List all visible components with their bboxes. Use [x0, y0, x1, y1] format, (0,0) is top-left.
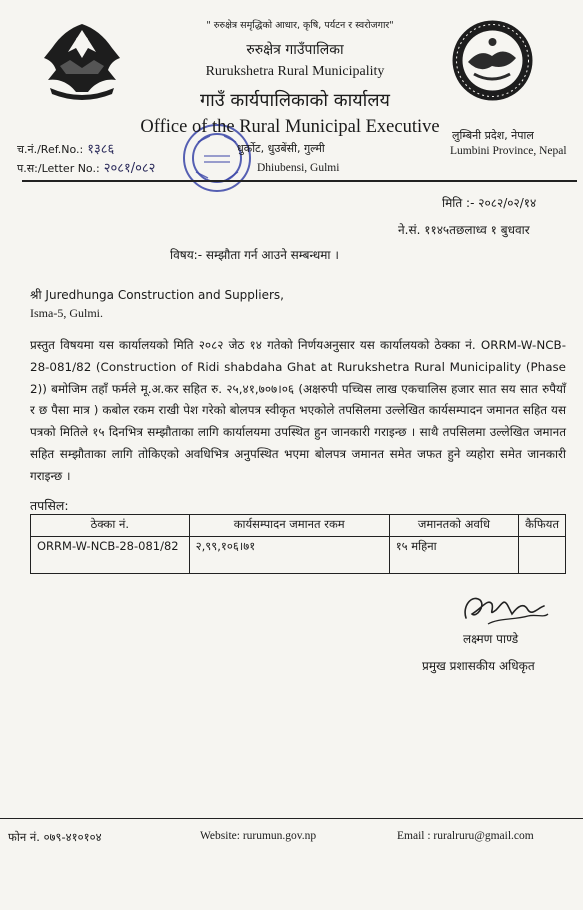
- letter-number: [17, 158, 155, 176]
- letter-label: प.स:/Letter No.:: [17, 162, 100, 175]
- header-divider: [22, 180, 577, 182]
- addressee-place: Isma-5, Gulmi.: [30, 306, 103, 320]
- table-row: [31, 537, 566, 574]
- municipality-motto: " रुरुक्षेत्र समृद्धिको आधार, कृषि, पर्यटन र स्वरोजगार": [206, 20, 394, 31]
- footer-email[interactable]: Email : ruralruru@gmail.com: [397, 830, 534, 842]
- table-header: कैफियत: [519, 515, 566, 537]
- table-header: ठेक्का नं.: [31, 515, 190, 537]
- municipality-logo: [450, 18, 535, 103]
- reference-value: १३८६: [87, 142, 115, 157]
- municipality-name-nepali: रुरुक्षेत्र गाउँपालिका: [246, 42, 344, 58]
- footer-phone: फोन नं. ०७९-४१०१०४: [8, 830, 102, 844]
- reference-number: [17, 139, 114, 157]
- letter-value: २०८१/०८२: [103, 161, 156, 176]
- nepal-emblem-logo: [30, 18, 135, 103]
- municipality-name-english: Rurukshetra Rural Municipality: [205, 64, 385, 79]
- address-nepali: धुर्कोट, धुउबेंसी, गुल्मी: [237, 142, 325, 155]
- addressee-name: श्री Juredhunga Construction and Suppliers,: [30, 288, 284, 302]
- footer-website[interactable]: Website: rurumun.gov.np: [200, 830, 317, 842]
- signatory-title: प्रमुख प्रशासकीय अधिकृत: [422, 659, 535, 673]
- reference-label: च.नं./Ref.No.:: [17, 143, 84, 156]
- contract-table: [30, 514, 566, 574]
- table-header-row: [31, 515, 566, 537]
- signature-image: [458, 588, 553, 633]
- signatory-name: लक्ष्मण पाण्डे: [463, 632, 519, 646]
- province-nepali: लुम्बिनी प्रदेश, नेपाल: [452, 129, 534, 142]
- province-english: Lumbini Province, Nepal: [450, 145, 567, 157]
- table-cell: [519, 537, 566, 574]
- table-header: कार्यसम्पादन जमानत रकम: [189, 515, 389, 537]
- table-cell: ORRM-W-NCB-28-081/82: [31, 537, 190, 574]
- letter-body: प्रस्तुत विषयमा यस कार्यालयको मिति २०८२ जेठ १४ गतेको निर्णयअनुसार यस कार्यालयको ठेक्का नं. ORRM-W-NCB-28-081/82 (Construction of Ridi shabdaha Ghat at Rurukshetra Rural Municipality (Phase 2)) बमोजिम तहाँ फर्मले मू.अ.कर सहित रु. २५,४१,७०७।०६ (अक्षरुपी पच्चिस लाख एकचालिस हजार सात सय सात रुपैयाँ र छ पैसा मात्र ) कबोल रकम राखी पेश गरेको बोलपत्र स्वीकृत भएकोले तपसिलमा उल्लेखित कार्यसम्पादन जमानत सहित यस पत्रको मितिले १५ दिनभित्र सम्झौताका लागि कार्यालयमा उपस्थित हुन जानकारी गराइन्छ । साथै तपसिलमा उल्लेखित जमानत सहित सम्झौताका लागि तोकिएको अवधिभित्र अनुपस्थित भएमा बोलपत्र जमानत समेत जफत हुने व्यहोरा समेत जानकारी गराइन्छ ।: [30, 338, 566, 483]
- address-english: Dhiubensi, Gulmi: [257, 162, 340, 174]
- tapsil-label: तपसिल:: [30, 498, 69, 513]
- table-cell: २,९९,१०६।७१: [189, 537, 389, 574]
- table-header: जमानतको अवधि: [389, 515, 518, 537]
- table-cell: १५ महिना: [389, 537, 518, 574]
- office-name-english: Office of the Rural Municipal Executive: [140, 117, 440, 137]
- letter-date: मिति :- २०८२/०२/१४: [442, 196, 537, 210]
- office-name-nepali: गाउँ कार्यपालिकाको कार्यालय: [200, 90, 390, 111]
- footer-divider: [0, 818, 583, 819]
- letter-subject: विषय:- सम्झौता गर्न आउने सम्बन्धमा ।: [170, 248, 339, 262]
- nepal-samvat-date: ने.सं. ११४५तछलाध्व १ बुधवार: [398, 223, 530, 237]
